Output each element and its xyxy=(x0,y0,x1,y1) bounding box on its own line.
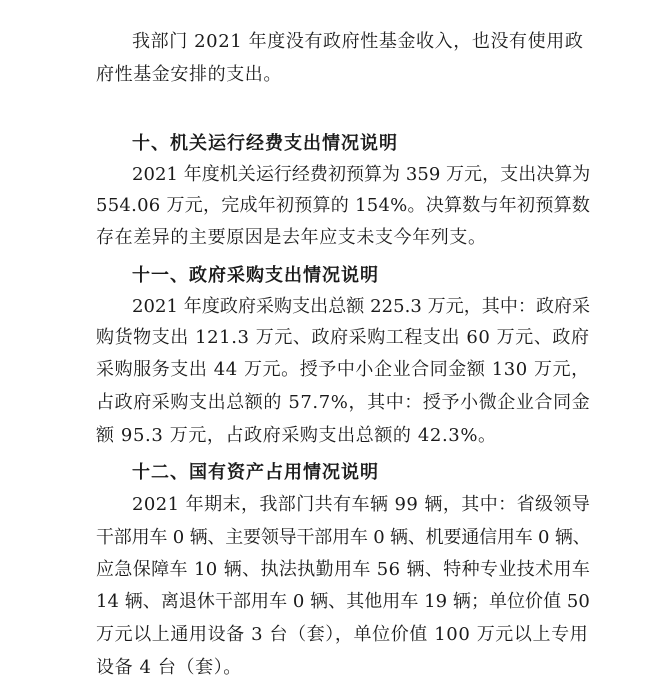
paragraph-line: 额 95.3 万元，占政府采购支出总额的 42.3%。 xyxy=(96,425,497,446)
paragraph-line: 存在差异的主要原因是去年应支未支今年列支。 xyxy=(96,227,487,248)
paragraph-line: 万元以上通用设备 3 台（套），单位价值 100 万元以上专用 xyxy=(96,624,589,645)
paragraph-line: 2021 年期末，我部门共有车辆 99 辆，其中：省级领导 xyxy=(132,494,591,515)
paragraph-line: 554.06 万元，完成年初预算的 154%。决算数与年初预算数 xyxy=(96,195,591,216)
section-heading-11: 十一、政府采购支出情况说明 xyxy=(132,265,379,286)
paragraph-line: 设备 4 台（套）。 xyxy=(96,657,242,678)
paragraph-line: 14 辆、离退休干部用车 0 辆、其他用车 19 辆；单位价值 50 xyxy=(96,591,590,612)
section-heading-10: 十、机关运行经费支出情况说明 xyxy=(132,133,398,154)
paragraph-line: 干部用车 0 辆、主要领导干部用车 0 辆、机要通信用车 0 辆、 xyxy=(96,527,591,548)
paragraph-line: 府性基金安排的支出。 xyxy=(96,64,282,85)
paragraph-line: 占政府采购支出总额的 57.7%，其中：授予小微企业合同金 xyxy=(96,392,591,413)
paragraph-line: 采购服务支出 44 万元。授予中小企业合同金额 130 万元， xyxy=(96,359,590,380)
paragraph-line: 我部门 2021 年度没有政府性基金收入，也没有使用政 xyxy=(132,31,584,52)
paragraph-line: 2021 年度政府采购支出总额 225.3 万元，其中：政府采 xyxy=(132,296,591,317)
section-heading-12: 十二、国有资产占用情况说明 xyxy=(132,462,379,483)
paragraph-line: 2021 年度机关运行经费初预算为 359 万元，支出决算为 xyxy=(132,164,591,185)
paragraph-line: 应急保障车 10 辆、执法执勤用车 56 辆、特种专业技术用车 xyxy=(96,559,591,580)
paragraph-line: 购货物支出 121.3 万元、政府采购工程支出 60 万元、政府 xyxy=(96,327,590,348)
